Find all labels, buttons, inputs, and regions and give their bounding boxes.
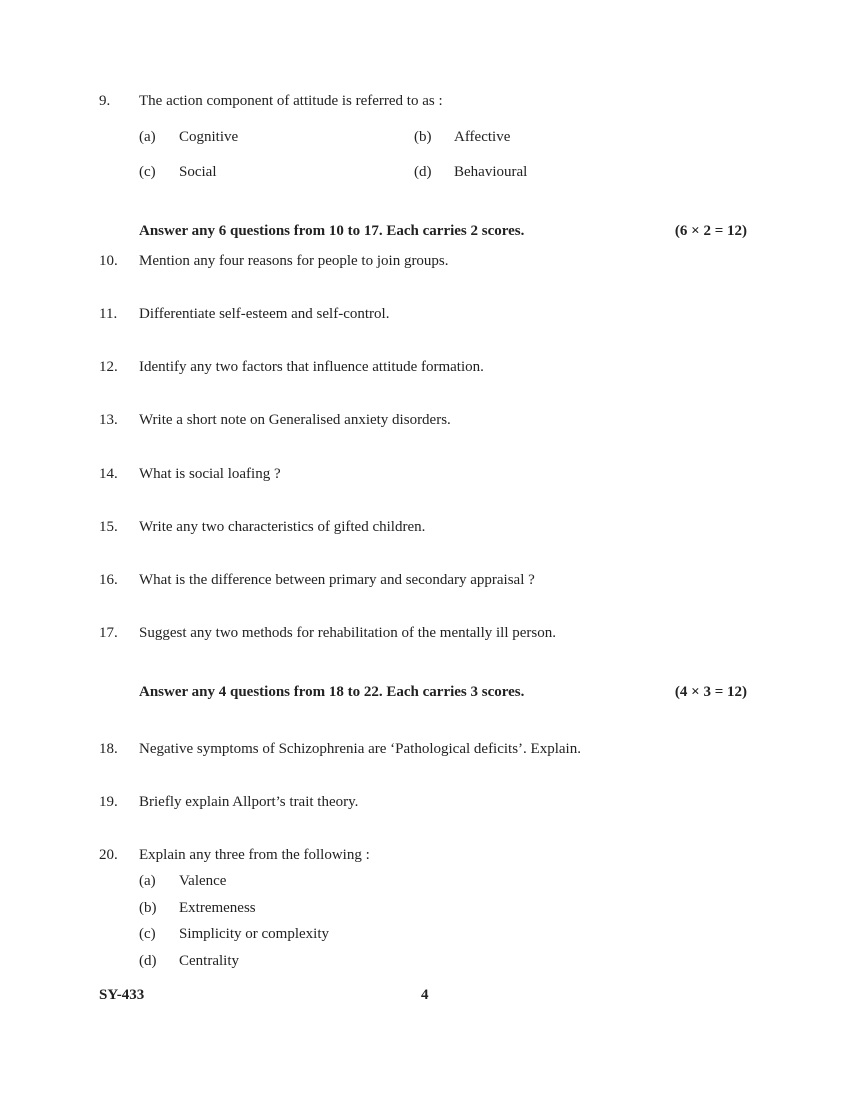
question-text: Suggest any two methods for rehabilitation of the mentally ill person. [139, 625, 557, 641]
question-number: 9. [99, 93, 111, 109]
option-label: (b) [139, 900, 157, 916]
section-score: (6 × 2 = 12) [674, 223, 747, 239]
option-text: Behavioural [454, 164, 528, 180]
paper-code: SY-433 [99, 987, 145, 1003]
page-number: 4 [421, 987, 429, 1003]
option-text: Extremeness [179, 900, 256, 916]
question-text: Write a short note on Generalised anxiety disorders. [139, 412, 451, 428]
option-label: (d) [139, 953, 157, 969]
question-text: Mention any four reasons for people to join groups. [139, 253, 449, 269]
option-text: Centrality [179, 953, 239, 969]
question-number: 20. [99, 847, 118, 863]
option-label: (a) [139, 873, 156, 889]
question-text: Negative symptoms of Schizophrenia are ‘Pathological deficits’. Explain. [139, 741, 581, 757]
question-number: 15. [99, 519, 118, 535]
option-text: Valence [179, 873, 227, 889]
section-score: (4 × 3 = 12) [674, 684, 747, 700]
option-label: (a) [139, 129, 156, 145]
option-label: (d) [414, 164, 432, 180]
question-text: The action component of attitude is referred to as : [139, 93, 443, 109]
question-text: Identify any two factors that influence attitude formation. [139, 359, 484, 375]
question-number: 16. [99, 572, 118, 588]
option-text: Cognitive [179, 129, 239, 145]
option-text: Affective [454, 129, 511, 145]
question-number: 12. [99, 359, 118, 375]
question-number: 17. [99, 625, 118, 641]
question-text: What is social loafing ? [139, 466, 281, 482]
section-instruction: Answer any 6 questions from 10 to 17. Each carries 2 scores. [139, 223, 525, 239]
option-text: Simplicity or complexity [179, 926, 329, 942]
question-text: What is the difference between primary and secondary appraisal ? [139, 572, 535, 588]
section-instruction: Answer any 4 questions from 18 to 22. Each carries 3 scores. [139, 684, 525, 700]
question-number: 19. [99, 794, 118, 810]
option-text: Social [179, 164, 217, 180]
option-label: (c) [139, 926, 156, 942]
question-number: 13. [99, 412, 118, 428]
option-label: (c) [139, 164, 156, 180]
question-number: 18. [99, 741, 118, 757]
question-number: 11. [99, 306, 118, 322]
option-label: (b) [414, 129, 432, 145]
question-text: Briefly explain Allport’s trait theory. [139, 794, 359, 810]
question-text: Explain any three from the following : [139, 847, 370, 863]
question-text: Write any two characteristics of gifted children. [139, 519, 426, 535]
question-number: 10. [99, 253, 118, 269]
question-number: 14. [99, 466, 118, 482]
question-text: Differentiate self-esteem and self-control. [139, 306, 390, 322]
